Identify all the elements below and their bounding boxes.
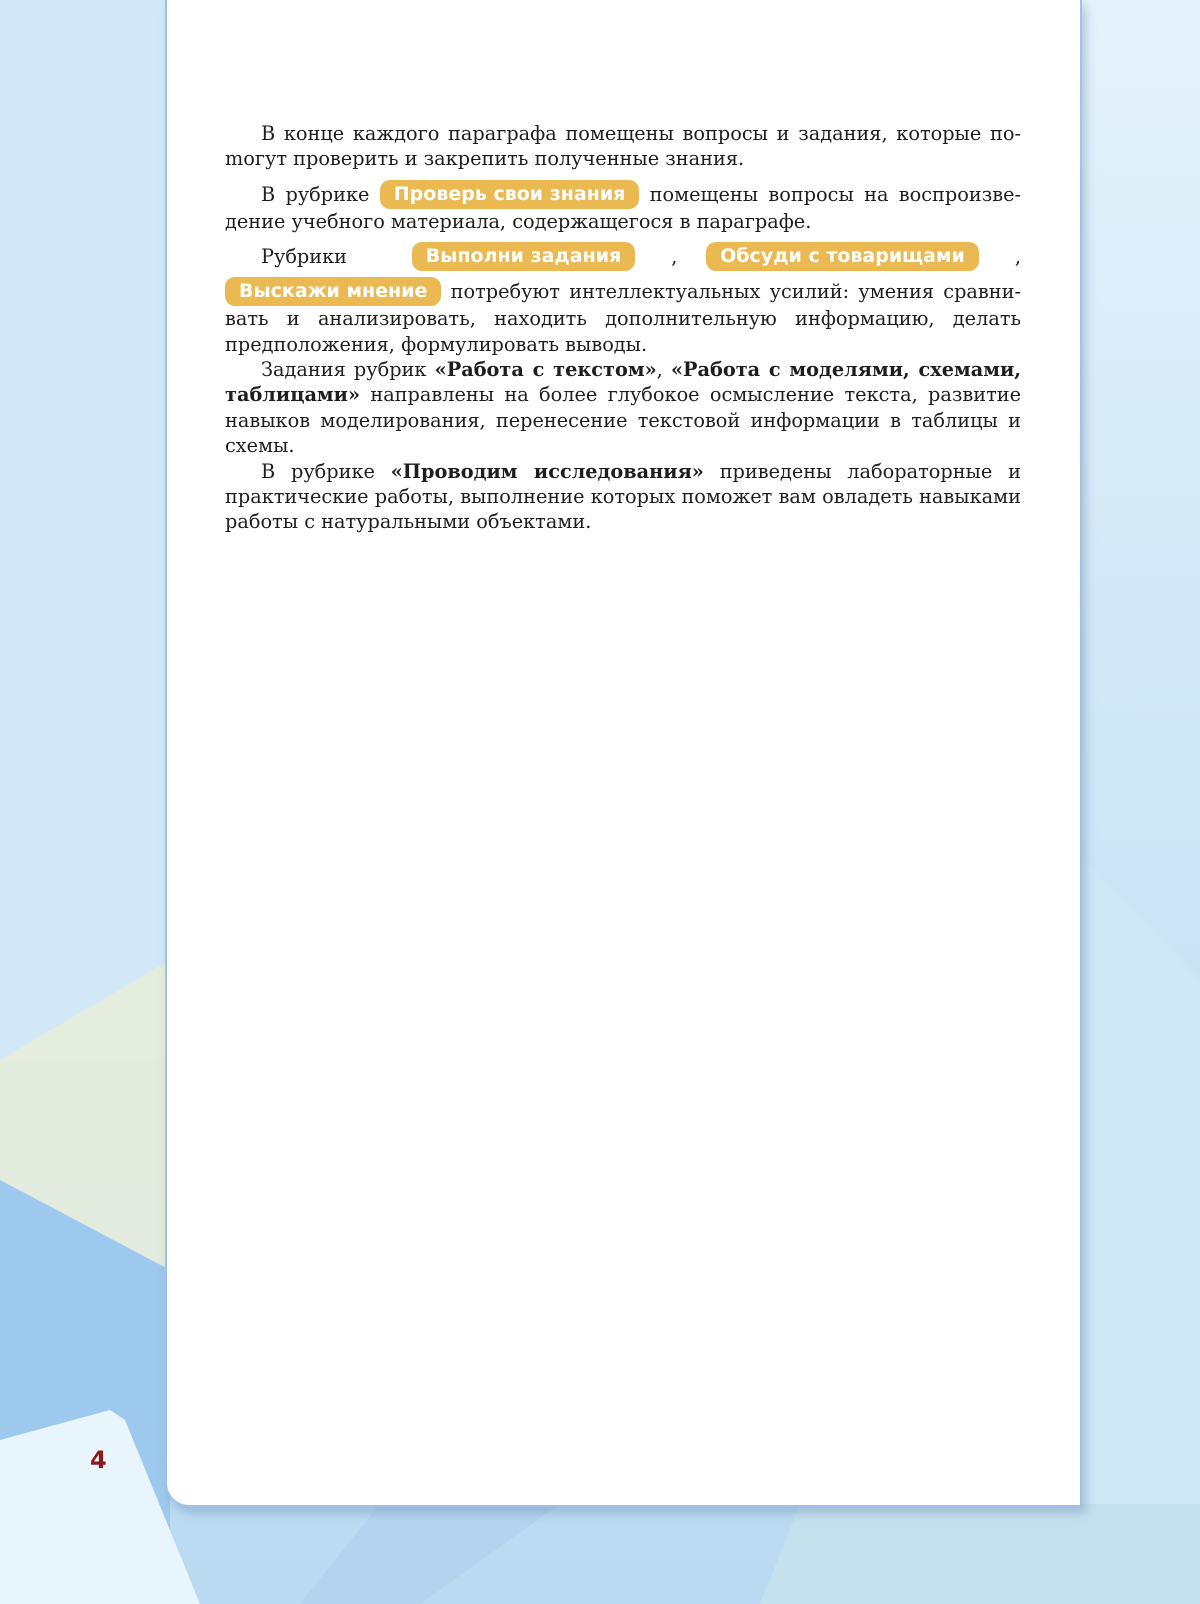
paragraph-check-knowledge-before: В рубрике (261, 182, 380, 206)
paragraph-rubrics (225, 242, 1021, 357)
rubric-title-research: «Проводим исследования» (390, 459, 704, 483)
rubrics-rest (225, 277, 1021, 357)
rubric-badge-check-knowledge: Проверь свои знания (380, 180, 640, 209)
paragraph-research-after: приведены лабораторные и практические работы, выполнение которых поможет вам овладеть навыками работы с натуральными объектами. (225, 459, 1021, 534)
rubric-group-tasks (412, 242, 678, 271)
paragraph-research-before: В рубрике (261, 459, 391, 483)
paragraph-text-models (225, 357, 1021, 459)
rubric-title-text-work: «Работа с текстом» (434, 358, 657, 382)
rubric-comma-1: , (671, 245, 678, 269)
page-number: 4 (90, 1446, 107, 1474)
paragraph-check-knowledge-after: помещены вопросы на воспроизведение учебного материала, содержащегося в параграфе. (225, 182, 1021, 233)
rubrics-first-line (225, 242, 1021, 271)
paragraph-rubrics-after: потребуют интеллектуальных усилий: умения сравнивать и анализировать, находить дополнительную информацию, делать предположения, формулировать выводы. (225, 280, 1021, 356)
rubric-badge-tasks: Выполни задания (412, 242, 635, 271)
paragraph-text-models-mid: , (656, 358, 671, 382)
paragraph-research (225, 459, 1021, 535)
rubric-title-models: «Работа с моделями, схемами, таблицами» (225, 358, 1022, 407)
paragraph-text-models-before: Задания рубрик (261, 358, 435, 382)
rubric-badge-discuss: Обсуди с товарищами (706, 242, 979, 271)
paragraph-text-models-after: направлены на более глубокое осмысление текста, развитие навыков моделирования, перенесение текстовой информации в таблицы и схемы. (225, 383, 1021, 458)
rubric-badge-opinion: Выскажи мнение (225, 277, 441, 306)
paragraph-check-knowledge (225, 180, 1021, 234)
paragraph-intro (225, 121, 1021, 172)
rubrics-label: Рубрики (261, 245, 348, 269)
rubric-group-discuss (706, 242, 1021, 271)
rubric-comma-2: , (1014, 245, 1021, 269)
main-text (225, 121, 1021, 535)
paragraph-intro-text: В конце каждого параграфа помещены вопросы и задания, которые поmогут проверить и закрепить полученные знания. (225, 122, 1021, 171)
